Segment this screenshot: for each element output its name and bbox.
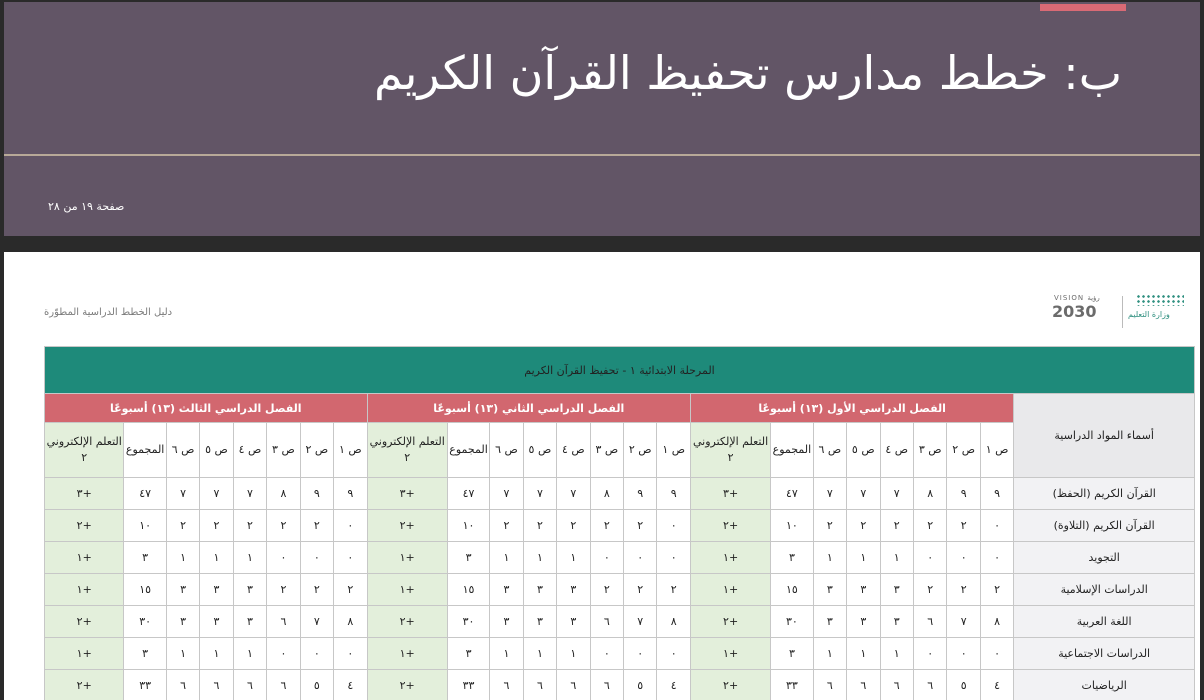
- hours-cell: ٢: [624, 574, 657, 606]
- column-header: ص ١: [980, 423, 1013, 478]
- total-cell: ٣٠: [771, 606, 813, 638]
- hours-cell: ١: [233, 542, 266, 574]
- column-header: ص ٦: [166, 423, 199, 478]
- table-row: [45, 510, 1195, 542]
- elearning-cell: +٢: [690, 510, 770, 542]
- hours-cell: ٦: [847, 670, 880, 700]
- hours-cell: ٧: [300, 606, 333, 638]
- hours-cell: ٣: [813, 606, 846, 638]
- hours-cell: ٣: [880, 606, 913, 638]
- column-header: ص ١: [657, 423, 690, 478]
- hours-cell: ٢: [947, 510, 980, 542]
- hours-cell: ١: [233, 638, 266, 670]
- total-cell: ١٠: [124, 510, 166, 542]
- hours-cell: ٢: [334, 574, 367, 606]
- hours-cell: ٢: [490, 510, 523, 542]
- hours-cell: ٤: [980, 670, 1013, 700]
- hours-cell: ٣: [557, 574, 590, 606]
- column-header: ص ٣: [590, 423, 623, 478]
- hours-cell: ٩: [947, 478, 980, 510]
- hours-cell: ٢: [980, 574, 1013, 606]
- hours-cell: ٦: [913, 606, 946, 638]
- hours-cell: ١: [557, 542, 590, 574]
- hours-cell: ٢: [267, 574, 300, 606]
- hours-cell: ٦: [880, 670, 913, 700]
- hours-cell: ١: [490, 542, 523, 574]
- hours-cell: ٢: [300, 510, 333, 542]
- elearning-cell: +٣: [367, 478, 447, 510]
- hours-cell: ٠: [947, 638, 980, 670]
- hours-cell: ٨: [334, 606, 367, 638]
- hours-cell: ١: [200, 638, 233, 670]
- column-header: المجموع: [124, 423, 166, 478]
- hours-cell: ٩: [300, 478, 333, 510]
- column-header: ص ٢: [624, 423, 657, 478]
- total-cell: ٣٣: [124, 670, 166, 700]
- total-cell: ١٠: [447, 510, 489, 542]
- study-plan-table: [44, 346, 1195, 700]
- hours-cell: ٠: [980, 510, 1013, 542]
- column-header: ص ٤: [880, 423, 913, 478]
- hours-cell: ٠: [334, 638, 367, 670]
- hours-cell: ٦: [200, 670, 233, 700]
- hours-cell: ٥: [624, 670, 657, 700]
- elearning-cell: +١: [367, 542, 447, 574]
- hours-cell: ٠: [913, 638, 946, 670]
- hours-cell: ٥: [300, 670, 333, 700]
- subject-name: الدراسات الإسلامية: [1014, 574, 1195, 606]
- column-header: ص ٤: [557, 423, 590, 478]
- elearning-cell: +١: [690, 542, 770, 574]
- hours-cell: ٧: [624, 606, 657, 638]
- subject-name: التجويد: [1014, 542, 1195, 574]
- column-header: التعلم الإلكتروني ٢: [367, 423, 447, 478]
- hours-cell: ٢: [200, 510, 233, 542]
- hours-cell: ٣: [847, 574, 880, 606]
- elearning-cell: +٢: [367, 606, 447, 638]
- hours-cell: ٠: [300, 638, 333, 670]
- hours-cell: ٠: [334, 510, 367, 542]
- total-cell: ٣: [124, 542, 166, 574]
- hours-cell: ١: [813, 542, 846, 574]
- total-cell: ٤٧: [771, 478, 813, 510]
- hours-cell: ٣: [233, 574, 266, 606]
- hours-cell: ١: [813, 638, 846, 670]
- hours-cell: ١: [557, 638, 590, 670]
- hours-cell: ١: [880, 542, 913, 574]
- hours-cell: ٧: [523, 478, 556, 510]
- column-header: التعلم الإلكتروني ٢: [45, 423, 124, 478]
- column-header: ص ٥: [847, 423, 880, 478]
- column-header: المجموع: [447, 423, 489, 478]
- total-cell: ٣٠: [447, 606, 489, 638]
- column-header: ص ٥: [200, 423, 233, 478]
- elearning-cell: +١: [45, 574, 124, 606]
- hours-cell: ٣: [200, 574, 233, 606]
- hours-cell: ٤: [334, 670, 367, 700]
- guide-title: دليل الخطط الدراسية المطوّرة: [44, 307, 173, 318]
- hours-cell: ٧: [813, 478, 846, 510]
- total-cell: ٣٣: [447, 670, 489, 700]
- hours-cell: ٧: [200, 478, 233, 510]
- column-header: التعلم الإلكتروني ٢: [690, 423, 770, 478]
- logos: [1052, 292, 1192, 332]
- hours-cell: ٠: [300, 542, 333, 574]
- hours-cell: ٦: [233, 670, 266, 700]
- hours-cell: ٢: [267, 510, 300, 542]
- hours-cell: ٢: [624, 510, 657, 542]
- total-cell: ٣٠: [124, 606, 166, 638]
- table-row: [45, 574, 1195, 606]
- logo-divider: [1122, 296, 1123, 328]
- ministry-logo: وزارة التعليم: [1126, 292, 1192, 332]
- hours-cell: ٣: [847, 606, 880, 638]
- table-title: المرحلة الابتدائية ١ - تحفيظ القرآن الكريم: [45, 347, 1195, 394]
- slide-accent-bar: [1040, 4, 1126, 11]
- elearning-cell: +٢: [45, 670, 124, 700]
- slide-title: ب: خطط مدارس تحفيظ القرآن الكريم: [374, 46, 1122, 100]
- hours-cell: ٢: [657, 574, 690, 606]
- subject-name: الرياضيات: [1014, 670, 1195, 700]
- table-row: [45, 670, 1195, 700]
- subject-name: القرآن الكريم (التلاوة): [1014, 510, 1195, 542]
- hours-cell: ٢: [847, 510, 880, 542]
- hours-cell: ٠: [913, 542, 946, 574]
- column-header: ص ٥: [523, 423, 556, 478]
- hours-cell: ٢: [947, 574, 980, 606]
- hours-cell: ٦: [267, 606, 300, 638]
- hours-cell: ٠: [947, 542, 980, 574]
- hours-cell: ٠: [267, 542, 300, 574]
- ministry-dots-icon: [1136, 294, 1184, 306]
- hours-cell: ٧: [490, 478, 523, 510]
- column-header: ص ٦: [813, 423, 846, 478]
- hours-cell: ٢: [880, 510, 913, 542]
- slide-panel: [4, 2, 1200, 236]
- subjects-header: أسماء المواد الدراسية: [1014, 394, 1195, 478]
- elearning-cell: +٣: [45, 478, 124, 510]
- elearning-cell: +١: [45, 542, 124, 574]
- column-header: ص ٤: [233, 423, 266, 478]
- elearning-cell: +١: [690, 574, 770, 606]
- elearning-cell: +١: [690, 638, 770, 670]
- semester-2-header: الفصل الدراسي الثاني (١٣) أسبوعًا: [367, 394, 690, 423]
- hours-cell: ٦: [490, 670, 523, 700]
- hours-cell: ٧: [166, 478, 199, 510]
- hours-cell: ٧: [847, 478, 880, 510]
- hours-cell: ٠: [657, 510, 690, 542]
- total-cell: ١٥: [771, 574, 813, 606]
- hours-cell: ٠: [980, 638, 1013, 670]
- hours-cell: ٧: [233, 478, 266, 510]
- hours-cell: ٨: [590, 478, 623, 510]
- hours-cell: ٩: [980, 478, 1013, 510]
- hours-cell: ٣: [490, 606, 523, 638]
- elearning-cell: +٢: [367, 510, 447, 542]
- subject-name: الدراسات الاجتماعية: [1014, 638, 1195, 670]
- column-header: ص ١: [334, 423, 367, 478]
- hours-cell: ٩: [624, 478, 657, 510]
- elearning-cell: +٢: [367, 670, 447, 700]
- hours-cell: ٣: [200, 606, 233, 638]
- hours-cell: ٣: [523, 574, 556, 606]
- elearning-cell: +١: [367, 574, 447, 606]
- hours-cell: ٦: [590, 670, 623, 700]
- column-header: المجموع: [771, 423, 813, 478]
- table-row: [45, 638, 1195, 670]
- total-cell: ٣: [124, 638, 166, 670]
- subject-name: اللغة العربية: [1014, 606, 1195, 638]
- total-cell: ٣: [447, 542, 489, 574]
- document-page: [4, 252, 1200, 700]
- total-cell: ١٥: [124, 574, 166, 606]
- hours-cell: ٦: [166, 670, 199, 700]
- hours-cell: ٧: [947, 606, 980, 638]
- hours-cell: ٣: [490, 574, 523, 606]
- hours-cell: ٠: [624, 638, 657, 670]
- column-header: ص ٦: [490, 423, 523, 478]
- column-header: ص ٢: [300, 423, 333, 478]
- hours-cell: ٧: [880, 478, 913, 510]
- hours-cell: ١: [166, 542, 199, 574]
- subject-name: القرآن الكريم (الحفظ): [1014, 478, 1195, 510]
- hours-cell: ٢: [590, 574, 623, 606]
- total-cell: ٤٧: [124, 478, 166, 510]
- hours-cell: ٦: [557, 670, 590, 700]
- column-header: ص ٣: [913, 423, 946, 478]
- hours-cell: ٥: [947, 670, 980, 700]
- hours-cell: ٨: [913, 478, 946, 510]
- hours-cell: ٨: [267, 478, 300, 510]
- page-number: صفحة ١٩ من ٢٨: [48, 200, 125, 213]
- hours-cell: ٠: [624, 542, 657, 574]
- hours-cell: ١: [523, 638, 556, 670]
- hours-cell: ٠: [657, 638, 690, 670]
- hours-cell: ١: [523, 542, 556, 574]
- hours-cell: ١: [847, 542, 880, 574]
- hours-cell: ٨: [657, 606, 690, 638]
- hours-cell: ٢: [523, 510, 556, 542]
- elearning-cell: +٣: [690, 478, 770, 510]
- hours-cell: ٢: [590, 510, 623, 542]
- column-header: ص ٢: [947, 423, 980, 478]
- hours-cell: ٣: [813, 574, 846, 606]
- table-row: [45, 478, 1195, 510]
- hours-cell: ٤: [657, 670, 690, 700]
- hours-cell: ١: [166, 638, 199, 670]
- total-cell: ٣٣: [771, 670, 813, 700]
- hours-cell: ٣: [523, 606, 556, 638]
- hours-cell: ١: [200, 542, 233, 574]
- hours-cell: ٠: [980, 542, 1013, 574]
- table-row: [45, 606, 1195, 638]
- column-header: ص ٣: [267, 423, 300, 478]
- elearning-cell: +٢: [690, 670, 770, 700]
- elearning-cell: +٢: [45, 606, 124, 638]
- hours-cell: ٠: [334, 542, 367, 574]
- total-cell: ١٥: [447, 574, 489, 606]
- hours-cell: ٧: [557, 478, 590, 510]
- hours-cell: ٣: [880, 574, 913, 606]
- total-cell: ٣: [771, 542, 813, 574]
- table-row: [45, 542, 1195, 574]
- hours-cell: ١: [880, 638, 913, 670]
- hours-cell: ٢: [913, 574, 946, 606]
- elearning-cell: +١: [367, 638, 447, 670]
- hours-cell: ٩: [657, 478, 690, 510]
- hours-cell: ٢: [913, 510, 946, 542]
- hours-cell: ٨: [980, 606, 1013, 638]
- total-cell: ٣: [771, 638, 813, 670]
- hours-cell: ٠: [590, 542, 623, 574]
- total-cell: ٤٧: [447, 478, 489, 510]
- hours-cell: ٦: [267, 670, 300, 700]
- hours-cell: ٢: [233, 510, 266, 542]
- hours-cell: ٦: [590, 606, 623, 638]
- hours-cell: ٣: [557, 606, 590, 638]
- semester-1-header: الفصل الدراسي الأول (١٣) أسبوعًا: [690, 394, 1013, 423]
- hours-cell: ٦: [523, 670, 556, 700]
- hours-cell: ٦: [813, 670, 846, 700]
- hours-cell: ٦: [913, 670, 946, 700]
- slide-divider: [4, 154, 1200, 156]
- hours-cell: ٢: [300, 574, 333, 606]
- hours-cell: ١: [847, 638, 880, 670]
- hours-cell: ٠: [657, 542, 690, 574]
- vision-2030-logo: VISION رؤية 2030: [1052, 294, 1100, 321]
- elearning-cell: +٢: [690, 606, 770, 638]
- hours-cell: ٢: [557, 510, 590, 542]
- hours-cell: ٣: [166, 574, 199, 606]
- total-cell: ٣: [447, 638, 489, 670]
- semester-3-header: الفصل الدراسي الثالث (١٣) أسبوعًا: [45, 394, 368, 423]
- hours-cell: ٠: [267, 638, 300, 670]
- hours-cell: ٣: [233, 606, 266, 638]
- hours-cell: ٢: [813, 510, 846, 542]
- total-cell: ١٠: [771, 510, 813, 542]
- hours-cell: ١: [490, 638, 523, 670]
- hours-cell: ٩: [334, 478, 367, 510]
- hours-cell: ٢: [166, 510, 199, 542]
- hours-cell: ٣: [166, 606, 199, 638]
- elearning-cell: +٢: [45, 510, 124, 542]
- elearning-cell: +١: [45, 638, 124, 670]
- hours-cell: ٠: [590, 638, 623, 670]
